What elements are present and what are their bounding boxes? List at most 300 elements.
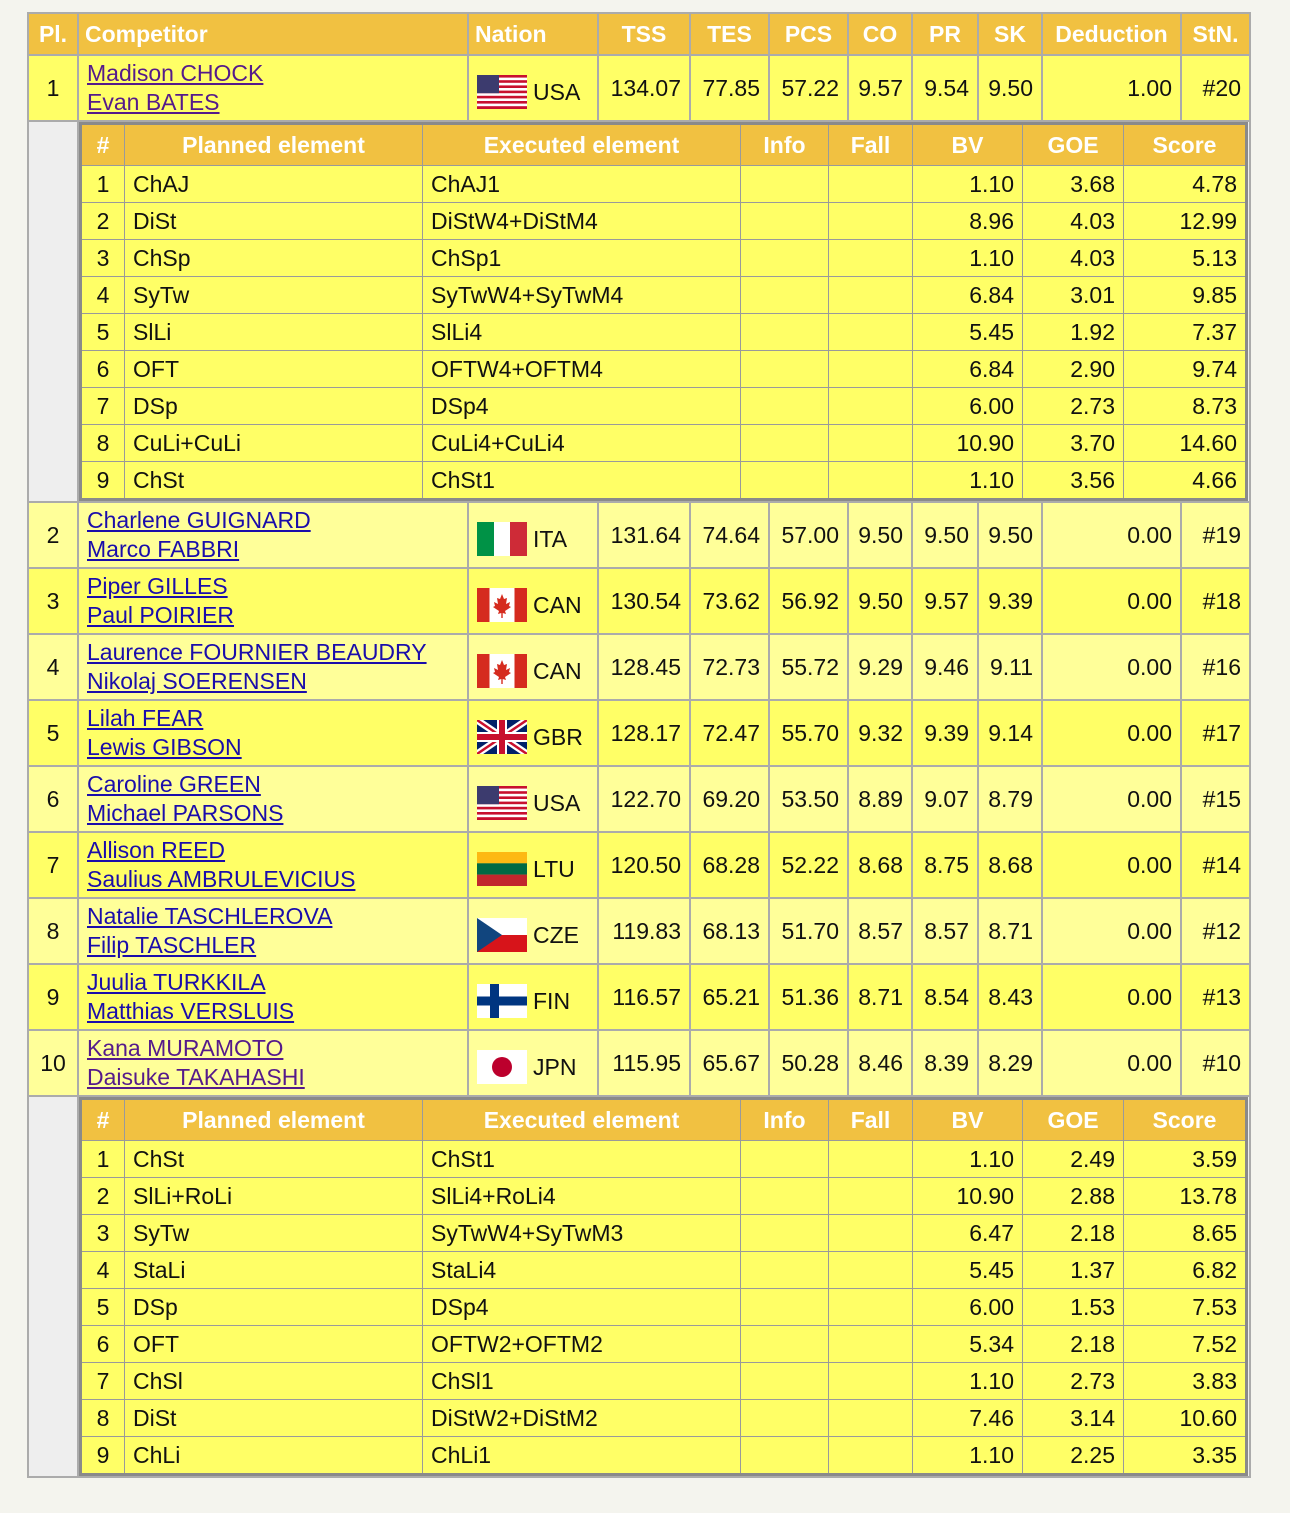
executed-element: ChSl1 (423, 1363, 741, 1400)
header-pr[interactable]: PR (912, 13, 978, 55)
header-deduction[interactable]: Deduction (1042, 13, 1181, 55)
nation-code: CAN (533, 657, 582, 684)
nation-cell (468, 766, 598, 832)
can-flag (477, 654, 527, 688)
executed-element: SyTwW4+SyTwM3 (423, 1215, 741, 1252)
planned-element: DSp (125, 1289, 423, 1326)
executed-element: ChSp1 (423, 240, 741, 277)
element-score: 8.73 (1124, 388, 1247, 425)
nation-cell (468, 502, 598, 568)
planned-element: ChSt (125, 462, 423, 500)
element-header-planned: Planned element (125, 124, 423, 166)
element-bv: 1.10 (913, 462, 1023, 500)
placement: 1 (28, 55, 78, 121)
header-tes[interactable]: TES (690, 13, 769, 55)
starting-number: #19 (1181, 502, 1250, 568)
results-table (27, 12, 1251, 1478)
nation-code: FIN (533, 987, 571, 1014)
co-value: 9.50 (848, 502, 912, 568)
element-info (741, 351, 829, 388)
deduction-value: 0.00 (1042, 634, 1181, 700)
element-goe: 2.18 (1023, 1326, 1124, 1363)
element-num: 9 (81, 1437, 125, 1475)
sk-value: 9.39 (978, 568, 1042, 634)
co-value: 8.57 (848, 898, 912, 964)
element-fall (829, 1400, 913, 1437)
element-fall (829, 240, 913, 277)
ltu-flag (477, 852, 527, 886)
element-header-info: Info (741, 124, 829, 166)
fin-flag (477, 984, 527, 1018)
executed-element: SlLi4 (423, 314, 741, 351)
element-info (741, 314, 829, 351)
partner-link[interactable]: Lewis GIBSON (87, 734, 242, 760)
element-row (81, 1326, 1247, 1363)
element-row (81, 166, 1247, 203)
partner-link[interactable]: Nikolaj SOERENSEN (87, 668, 307, 694)
placement: 9 (28, 964, 78, 1030)
element-row (81, 1437, 1247, 1475)
planned-element: OFT (125, 351, 423, 388)
co-value: 9.29 (848, 634, 912, 700)
element-num: 8 (81, 1400, 125, 1437)
skater-link[interactable]: Charlene GUIGNARD (87, 507, 311, 533)
tes-value: 65.67 (690, 1030, 769, 1096)
element-num: 3 (81, 240, 125, 277)
pcs-value: 50.28 (769, 1030, 848, 1096)
element-goe: 1.92 (1023, 314, 1124, 351)
pr-value: 9.46 (912, 634, 978, 700)
tss-value: 128.45 (598, 634, 690, 700)
placement: 2 (28, 502, 78, 568)
sk-value: 9.14 (978, 700, 1042, 766)
element-info (741, 1400, 829, 1437)
starting-number: #13 (1181, 964, 1250, 1030)
element-header-bv: BV (913, 124, 1023, 166)
executed-element: CuLi4+CuLi4 (423, 425, 741, 462)
planned-element: SyTw (125, 1215, 423, 1252)
deduction-value: 0.00 (1042, 898, 1181, 964)
tss-value: 122.70 (598, 766, 690, 832)
executed-element: SlLi4+RoLi4 (423, 1178, 741, 1215)
skater-link[interactable]: Kana MURAMOTO (87, 1035, 284, 1061)
gbr-flag (477, 720, 527, 754)
executed-element: ChSt1 (423, 462, 741, 500)
deduction-value: 0.00 (1042, 964, 1181, 1030)
placement: 10 (28, 1030, 78, 1096)
placement: 3 (28, 568, 78, 634)
tes-value: 72.47 (690, 700, 769, 766)
competitor-row[interactable] (28, 568, 1250, 634)
pcs-value: 51.36 (769, 964, 848, 1030)
element-bv: 1.10 (913, 1363, 1023, 1400)
executed-element: StaLi4 (423, 1252, 741, 1289)
element-score: 5.13 (1124, 240, 1247, 277)
partner-link[interactable]: Evan BATES (87, 89, 220, 115)
deduction-value: 0.00 (1042, 568, 1181, 634)
element-bv: 1.10 (913, 1141, 1023, 1178)
element-num: 8 (81, 425, 125, 462)
element-bv: 1.10 (913, 166, 1023, 203)
partner-link[interactable]: Michael PARSONS (87, 800, 284, 826)
element-fall (829, 1437, 913, 1475)
element-fall (829, 351, 913, 388)
element-details-cell (78, 1096, 1250, 1477)
element-bv: 6.00 (913, 388, 1023, 425)
partner-link[interactable]: Paul POIRIER (87, 602, 234, 628)
executed-element: DSp4 (423, 1289, 741, 1326)
planned-element: CuLi+CuLi (125, 425, 423, 462)
pcs-value: 55.72 (769, 634, 848, 700)
element-header-bv: BV (913, 1099, 1023, 1141)
element-row (81, 462, 1247, 500)
deduction-value: 0.00 (1042, 1030, 1181, 1096)
competitor-row[interactable] (28, 502, 1250, 568)
header-stn[interactable]: StN. (1181, 13, 1250, 55)
cze-flag (477, 918, 527, 952)
deduction-value: 0.00 (1042, 832, 1181, 898)
element-num: 2 (81, 1178, 125, 1215)
competitor-row[interactable] (28, 1030, 1250, 1096)
pcs-value: 56.92 (769, 568, 848, 634)
element-fall (829, 277, 913, 314)
element-row (81, 240, 1247, 277)
tss-value: 128.17 (598, 700, 690, 766)
element-info (741, 240, 829, 277)
nation-code: JPN (533, 1053, 577, 1080)
element-num: 1 (81, 166, 125, 203)
sk-value: 8.43 (978, 964, 1042, 1030)
executed-element: DiStW4+DiStM4 (423, 203, 741, 240)
sk-value: 8.29 (978, 1030, 1042, 1096)
element-bv: 5.34 (913, 1326, 1023, 1363)
element-bv: 5.45 (913, 1252, 1023, 1289)
element-score: 4.78 (1124, 166, 1247, 203)
element-score: 13.78 (1124, 1178, 1247, 1215)
competitor-row[interactable] (28, 832, 1250, 898)
pr-value: 8.39 (912, 1030, 978, 1096)
co-value: 8.46 (848, 1030, 912, 1096)
element-fall (829, 1326, 913, 1363)
executed-element: ChLi1 (423, 1437, 741, 1475)
element-score: 6.82 (1124, 1252, 1247, 1289)
element-info (741, 1215, 829, 1252)
element-bv: 5.45 (913, 314, 1023, 351)
starting-number: #16 (1181, 634, 1250, 700)
element-goe: 4.03 (1023, 240, 1124, 277)
element-fall (829, 1215, 913, 1252)
placement: 7 (28, 832, 78, 898)
element-fall (829, 1289, 913, 1326)
nation-cell (468, 55, 598, 121)
pcs-value: 57.22 (769, 55, 848, 121)
nation-code: CZE (533, 921, 579, 948)
planned-element: ChSl (125, 1363, 423, 1400)
header-pcs[interactable]: PCS (769, 13, 848, 55)
element-header-row (81, 1099, 1247, 1141)
element-header-fall: Fall (829, 1099, 913, 1141)
element-row (81, 1141, 1247, 1178)
starting-number: #18 (1181, 568, 1250, 634)
header-co[interactable]: CO (848, 13, 912, 55)
element-row (81, 314, 1247, 351)
planned-element: SyTw (125, 277, 423, 314)
nation-cell (468, 898, 598, 964)
element-score: 3.83 (1124, 1363, 1247, 1400)
pcs-value: 55.70 (769, 700, 848, 766)
can-flag (477, 588, 527, 622)
competitor-names (78, 898, 468, 964)
placement: 4 (28, 634, 78, 700)
element-info (741, 166, 829, 203)
element-fall (829, 314, 913, 351)
element-num: 1 (81, 1141, 125, 1178)
skater-link[interactable]: Caroline GREEN (87, 771, 261, 797)
competitor-names (78, 634, 468, 700)
competitor-names (78, 502, 468, 568)
pr-value: 9.57 (912, 568, 978, 634)
element-info (741, 462, 829, 500)
tss-value: 134.07 (598, 55, 690, 121)
element-info (741, 1289, 829, 1326)
starting-number: #15 (1181, 766, 1250, 832)
element-details-row (28, 121, 1250, 502)
deduction-value: 1.00 (1042, 55, 1181, 121)
partner-link[interactable]: Matthias VERSLUIS (87, 998, 295, 1024)
element-row (81, 1289, 1247, 1326)
partner-link[interactable]: Saulius AMBRULEVICIUS (87, 866, 356, 892)
element-goe: 2.49 (1023, 1141, 1124, 1178)
sk-value: 9.11 (978, 634, 1042, 700)
starting-number: #10 (1181, 1030, 1250, 1096)
element-header-goe: GOE (1023, 1099, 1124, 1141)
element-bv: 7.46 (913, 1400, 1023, 1437)
executed-element: SyTwW4+SyTwM4 (423, 277, 741, 314)
element-fall (829, 1178, 913, 1215)
partner-link[interactable]: Filip TASCHLER (87, 932, 257, 958)
element-info (741, 1141, 829, 1178)
tes-value: 77.85 (690, 55, 769, 121)
nation-cell (468, 568, 598, 634)
element-bv: 10.90 (913, 425, 1023, 462)
competitor-row[interactable] (28, 700, 1250, 766)
element-num: 4 (81, 1252, 125, 1289)
tes-value: 74.64 (690, 502, 769, 568)
element-score: 7.53 (1124, 1289, 1247, 1326)
skater-link[interactable]: Juulia TURKKILA (87, 969, 266, 995)
nation-cell (468, 832, 598, 898)
co-value: 8.71 (848, 964, 912, 1030)
tes-value: 68.13 (690, 898, 769, 964)
skater-link[interactable]: Lilah FEAR (87, 705, 204, 731)
competitor-row[interactable] (28, 634, 1250, 700)
tss-value: 120.50 (598, 832, 690, 898)
sk-value: 8.68 (978, 832, 1042, 898)
element-num: 9 (81, 462, 125, 500)
element-score: 10.60 (1124, 1400, 1247, 1437)
element-goe: 2.90 (1023, 351, 1124, 388)
element-num: 7 (81, 1363, 125, 1400)
details-indent (28, 121, 78, 502)
header-sk[interactable]: SK (978, 13, 1042, 55)
element-header-executed: Executed element (423, 1099, 741, 1141)
sk-value: 9.50 (978, 55, 1042, 121)
planned-element: OFT (125, 1326, 423, 1363)
competitor-row[interactable] (28, 766, 1250, 832)
element-row (81, 1400, 1247, 1437)
element-header-goe: GOE (1023, 124, 1124, 166)
executed-element: OFTW2+OFTM2 (423, 1326, 741, 1363)
planned-element: DSp (125, 388, 423, 425)
competitor-names (78, 832, 468, 898)
element-row (81, 351, 1247, 388)
element-header-score: Score (1124, 124, 1247, 166)
executed-element: DiStW2+DiStM2 (423, 1400, 741, 1437)
partner-link[interactable]: Daisuke TAKAHASHI (87, 1064, 305, 1090)
nation-cell (468, 700, 598, 766)
skater-link[interactable]: Natalie TASCHLEROVA (87, 903, 333, 929)
competitor-names (78, 700, 468, 766)
element-info (741, 388, 829, 425)
starting-number: #14 (1181, 832, 1250, 898)
co-value: 9.32 (848, 700, 912, 766)
element-fall (829, 203, 913, 240)
competitor-names (78, 1030, 468, 1096)
header-competitor[interactable]: Competitor (78, 13, 468, 55)
pr-value: 9.07 (912, 766, 978, 832)
element-fall (829, 1141, 913, 1178)
header-nation[interactable]: Nation (468, 13, 598, 55)
competitor-row[interactable] (28, 898, 1250, 964)
element-goe: 2.73 (1023, 1363, 1124, 1400)
element-info (741, 425, 829, 462)
element-info (741, 277, 829, 314)
element-info (741, 1178, 829, 1215)
tss-value: 115.95 (598, 1030, 690, 1096)
element-num: 6 (81, 351, 125, 388)
element-num: 5 (81, 314, 125, 351)
executed-element: ChSt1 (423, 1141, 741, 1178)
starting-number: #20 (1181, 55, 1250, 121)
skater-link[interactable]: Allison REED (87, 837, 226, 863)
element-info (741, 1252, 829, 1289)
element-goe: 3.70 (1023, 425, 1124, 462)
deduction-value: 0.00 (1042, 502, 1181, 568)
element-info (741, 203, 829, 240)
planned-element: DiSt (125, 203, 423, 240)
sk-value: 8.79 (978, 766, 1042, 832)
element-fall (829, 1252, 913, 1289)
planned-element: DiSt (125, 1400, 423, 1437)
pr-value: 8.54 (912, 964, 978, 1030)
tss-value: 130.54 (598, 568, 690, 634)
element-num: 7 (81, 388, 125, 425)
executed-element: DSp4 (423, 388, 741, 425)
element-goe: 1.37 (1023, 1252, 1124, 1289)
element-score: 12.99 (1124, 203, 1247, 240)
element-header-row (81, 124, 1247, 166)
element-goe: 4.03 (1023, 203, 1124, 240)
planned-element: ChSp (125, 240, 423, 277)
sk-value: 9.50 (978, 502, 1042, 568)
element-row (81, 388, 1247, 425)
element-header-score: Score (1124, 1099, 1247, 1141)
element-bv: 8.96 (913, 203, 1023, 240)
element-num: 3 (81, 1215, 125, 1252)
partner-link[interactable]: Marco FABBRI (87, 536, 240, 562)
competitor-names (78, 568, 468, 634)
header-tss[interactable]: TSS (598, 13, 690, 55)
planned-element: ChLi (125, 1437, 423, 1475)
element-score: 7.52 (1124, 1326, 1247, 1363)
pcs-value: 52.22 (769, 832, 848, 898)
element-info (741, 1437, 829, 1475)
element-goe: 2.18 (1023, 1215, 1124, 1252)
nation-code: USA (533, 789, 581, 816)
element-info (741, 1326, 829, 1363)
pr-value: 9.54 (912, 55, 978, 121)
pr-value: 9.50 (912, 502, 978, 568)
element-fall (829, 425, 913, 462)
co-value: 9.57 (848, 55, 912, 121)
element-header-num: # (81, 1099, 125, 1141)
co-value: 9.50 (848, 568, 912, 634)
element-score: 8.65 (1124, 1215, 1247, 1252)
skater-link[interactable]: Laurence FOURNIER BEAUDRY (87, 639, 427, 665)
competitor-row[interactable] (28, 964, 1250, 1030)
nation-code: LTU (533, 855, 575, 882)
pr-value: 9.39 (912, 700, 978, 766)
skater-link[interactable]: Piper GILLES (87, 573, 228, 599)
element-goe: 3.01 (1023, 277, 1124, 314)
tes-value: 69.20 (690, 766, 769, 832)
element-details-table (79, 1097, 1248, 1476)
element-details-cell (78, 121, 1250, 502)
element-bv: 1.10 (913, 1437, 1023, 1475)
element-bv: 6.00 (913, 1289, 1023, 1326)
element-score: 3.59 (1124, 1141, 1247, 1178)
ita-flag (477, 522, 527, 556)
element-header-executed: Executed element (423, 124, 741, 166)
sk-value: 8.71 (978, 898, 1042, 964)
details-indent (28, 1096, 78, 1477)
co-value: 8.68 (848, 832, 912, 898)
pr-value: 8.75 (912, 832, 978, 898)
tss-value: 131.64 (598, 502, 690, 568)
element-header-fall: Fall (829, 124, 913, 166)
nation-code: ITA (533, 525, 568, 552)
element-bv: 1.10 (913, 240, 1023, 277)
element-bv: 6.47 (913, 1215, 1023, 1252)
element-fall (829, 462, 913, 500)
deduction-value: 0.00 (1042, 700, 1181, 766)
element-row (81, 277, 1247, 314)
planned-element: ChSt (125, 1141, 423, 1178)
element-goe: 3.68 (1023, 166, 1124, 203)
tes-value: 65.21 (690, 964, 769, 1030)
usa-flag (477, 75, 527, 109)
competitor-row[interactable] (28, 55, 1250, 121)
element-goe: 2.73 (1023, 388, 1124, 425)
element-header-planned: Planned element (125, 1099, 423, 1141)
header-pl[interactable]: Pl. (28, 13, 78, 55)
element-details-row (28, 1096, 1250, 1477)
executed-element: ChAJ1 (423, 166, 741, 203)
co-value: 8.89 (848, 766, 912, 832)
element-bv: 10.90 (913, 1178, 1023, 1215)
skater-link[interactable]: Madison CHOCK (87, 60, 264, 86)
element-row (81, 1252, 1247, 1289)
